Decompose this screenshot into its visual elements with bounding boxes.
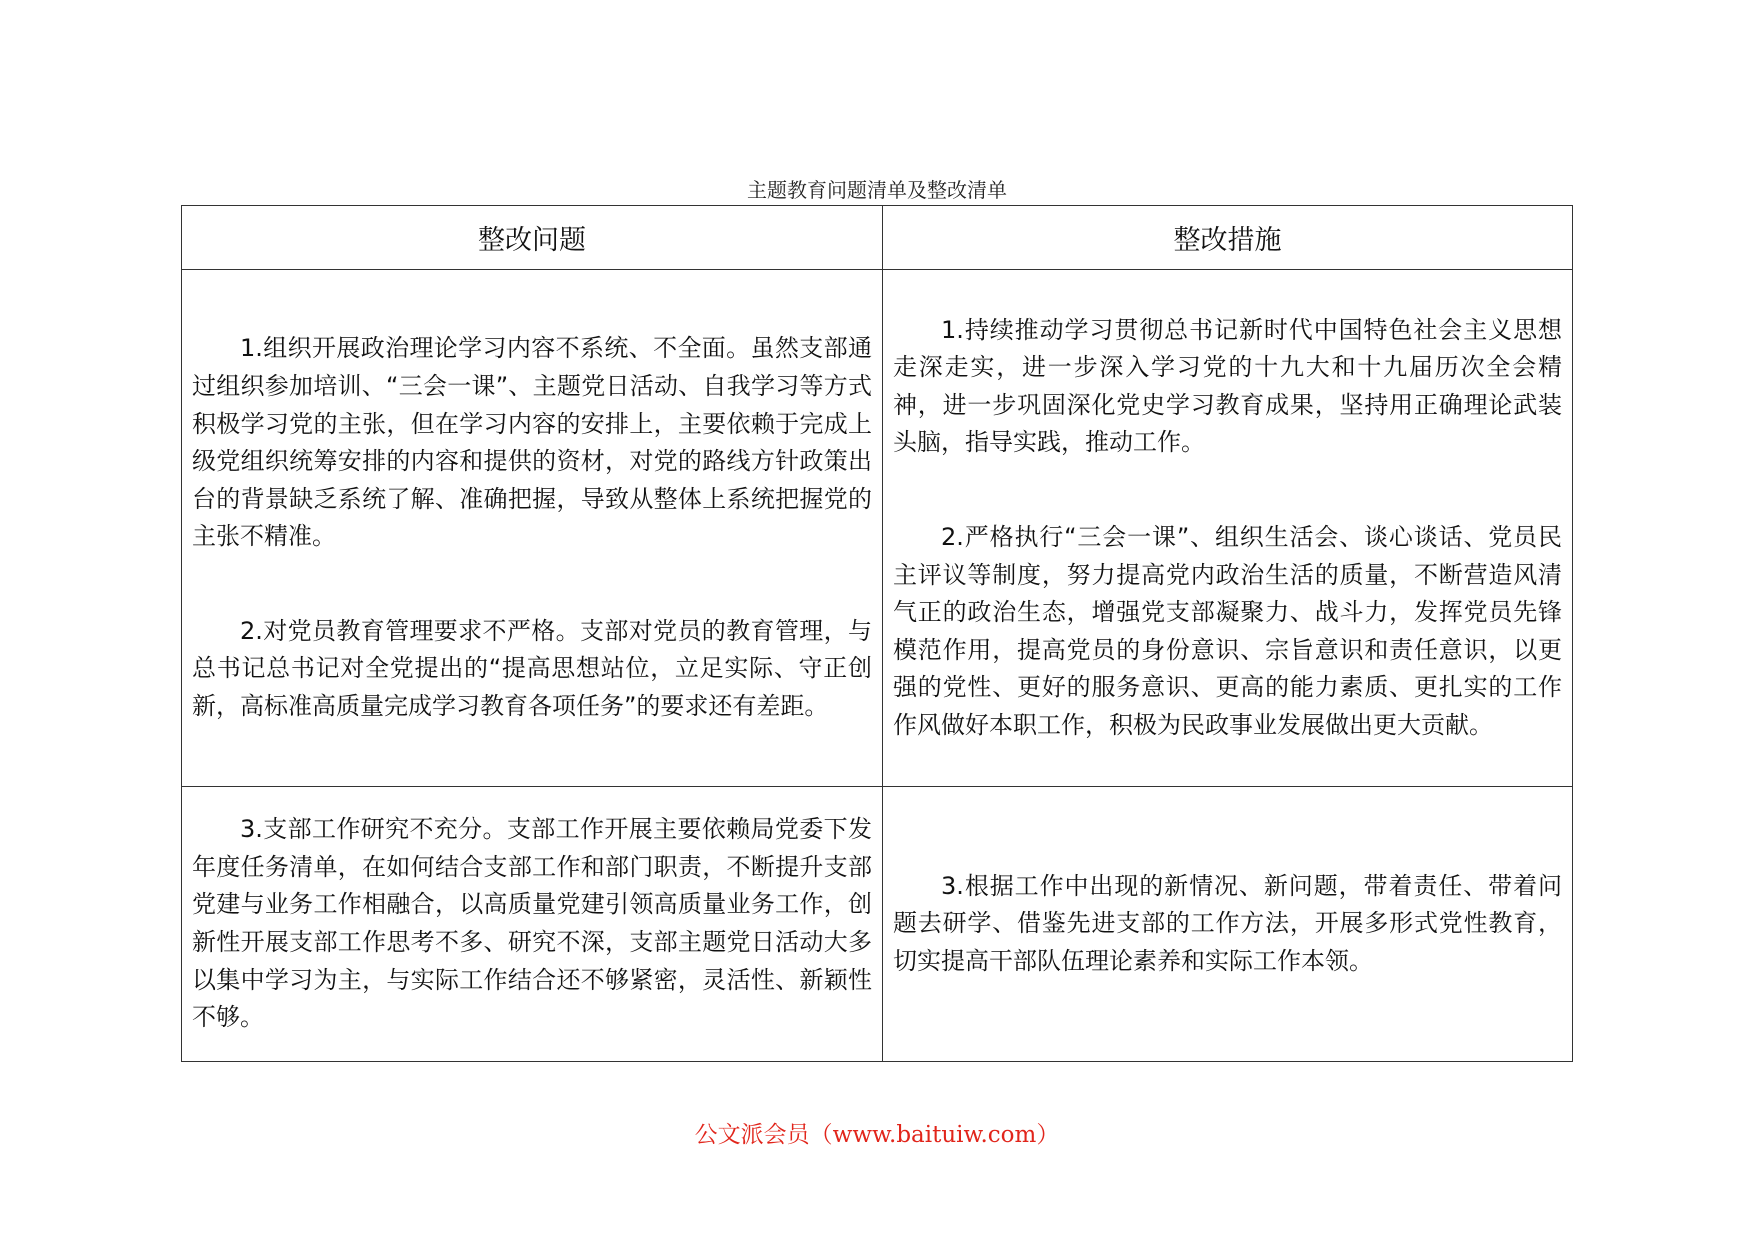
table-header-row: [182, 206, 1573, 270]
footer-watermark: 公文派会员（www.baituiw.com）: [694, 1122, 1060, 1148]
measure-item-3: 3.根据工作中出现的新情况、新问题，带着责任、带着问题去研学、借鉴先进支部的工作方法，开展多形式党性教育，切实提高干部队伍理论素养和实际工作本领。: [893, 871, 1562, 975]
measures-cell: [883, 270, 1573, 787]
rectification-table: [181, 205, 1573, 1062]
table-row: [182, 270, 1573, 787]
problems-cell: [182, 270, 883, 787]
problem-item-1: 1.组织开展政治理论学习内容不系统、不全面。虽然支部通过组织参加培训、“三会一课”、主题党日活动、自我学习等方式积极学习党的主张，但在学习内容的安排上，主要依赖于完成上级党组织统筹安排的内容和提供的资材，对党的路线方针政策出台的背景缺乏系统了解、准确把握，导致从整体上系统把握党的主张不精准。: [192, 334, 872, 551]
problem-item-2: 2.对党员教育管理要求不严格。支部对党员的教育管理，与总书记总书记对全党提出的“提高思想站位，立足实际、守正创新，高标准高质量完成学习教育各项任务”的要求还有差距。: [192, 616, 872, 721]
header-problems: 整改问题: [182, 206, 883, 270]
document-title: 主题教育问题清单及整改清单: [747, 178, 1007, 202]
measures-cell: [883, 787, 1573, 1062]
table-row: [182, 787, 1573, 1062]
problems-cell: [182, 787, 883, 1062]
header-measures: 整改措施: [883, 206, 1573, 270]
measure-item-2: 2.严格执行“三会一课”、组织生活会、谈心谈话、党员民主评议等制度，努力提高党内政治生活的质量，不断营造风清气正的政治生态，增强党支部凝聚力、战斗力，发挥党员先锋模范作用，提高党员的身份意识、宗旨意识和责任意识，以更强的党性、更好的服务意识、更高的能力素质、更扎实的工作作风做好本职工作，积极为民政事业发展做出更大贡献。: [893, 522, 1562, 739]
measure-item-1: 1.持续推动学习贯彻总书记新时代中国特色社会主义思想走深走实，进一步深入学习党的十九大和十九届历次全会精神，进一步巩固深化党史学习教育成果，坚持用正确理论武装头脑，指导实践，推动工作。: [893, 315, 1562, 457]
problem-item-3: 3.支部工作研究不充分。支部工作开展主要依赖局党委下发年度任务清单，在如何结合支部工作和部门职责，不断提升支部党建与业务工作相融合，以高质量党建引领高质量业务工作，创新性开展支部工作思考不多、研究不深，支部主题党日活动大多以集中学习为主，与实际工作结合还不够紧密，灵活性、新颖性不够。: [192, 815, 872, 1032]
